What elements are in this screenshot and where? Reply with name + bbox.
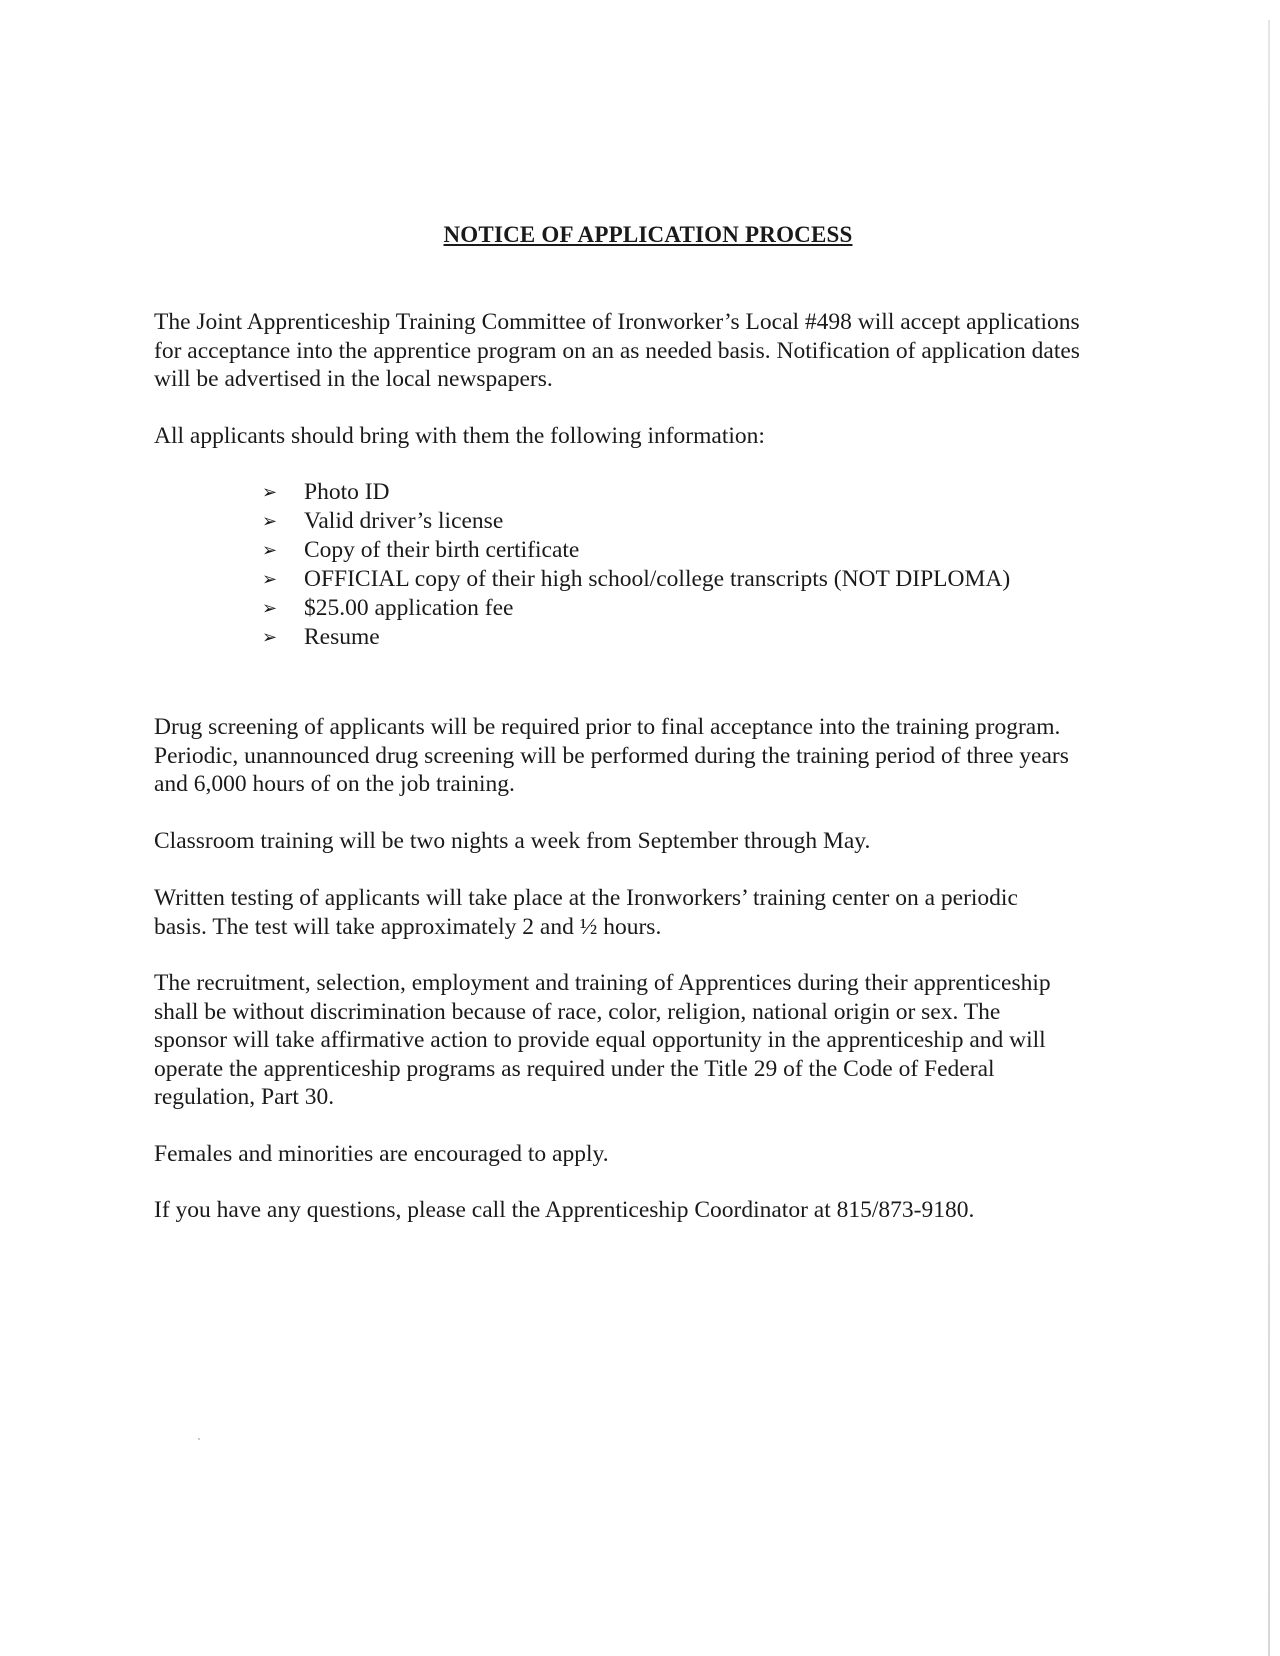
equal-opportunity-line: shall be without discrimination because of race, color, religion, national origin or sex. The bbox=[154, 998, 1001, 1025]
testing-line: Written testing of applicants will take place at the Ironworkers’ training center on a periodic bbox=[154, 885, 1018, 911]
intro-paragraph bbox=[154, 308, 1144, 394]
drug-screening-paragraph bbox=[154, 713, 1144, 799]
list-item bbox=[262, 536, 1010, 565]
list-item-text: Resume bbox=[304, 624, 380, 650]
drug-screening-line: Periodic, unannounced drug screening will be performed during the training period of three years bbox=[154, 742, 1069, 769]
arrow-bullet-icon: ➢ bbox=[262, 598, 278, 619]
encouragement-paragraph: Females and minorities are encouraged to apply. bbox=[154, 1141, 609, 1167]
contact-paragraph: If you have any questions, please call the Apprenticeship Coordinator at 815/873-9180. bbox=[154, 1197, 975, 1223]
scan-edge-line bbox=[1268, 20, 1270, 1656]
arrow-bullet-icon: ➢ bbox=[262, 511, 278, 532]
scan-speck bbox=[198, 1438, 200, 1440]
equal-opportunity-line: sponsor will take affirmative action to provide equal opportunity in the apprenticeship and will bbox=[154, 1027, 1046, 1053]
requirements-list bbox=[262, 478, 1010, 652]
list-item-text: Photo ID bbox=[304, 479, 390, 505]
list-item-text: $25.00 application fee bbox=[304, 595, 514, 621]
intro-line: for acceptance into the apprentice program on an as needed basis. Notification of application dates bbox=[154, 337, 1080, 364]
classroom-paragraph: Classroom training will be two nights a week from September through May. bbox=[154, 828, 871, 854]
arrow-bullet-icon: ➢ bbox=[262, 540, 278, 561]
drug-screening-line: Drug screening of applicants will be required prior to final acceptance into the training program. bbox=[154, 714, 1061, 740]
arrow-bullet-icon: ➢ bbox=[262, 482, 278, 503]
intro-line: The Joint Apprenticeship Training Committee of Ironworker’s Local #498 will accept applications bbox=[154, 309, 1080, 335]
testing-paragraph bbox=[154, 884, 1144, 941]
list-item bbox=[262, 478, 1010, 507]
list-item-text: Valid driver’s license bbox=[304, 508, 504, 534]
drug-screening-line: and 6,000 hours of on the job training. bbox=[154, 771, 515, 797]
equal-opportunity-line: The recruitment, selection, employment and training of Apprentices during their apprenticeship bbox=[154, 970, 1051, 996]
list-item-text: Copy of their birth certificate bbox=[304, 537, 580, 563]
arrow-bullet-icon: ➢ bbox=[262, 569, 278, 590]
equal-opportunity-line: operate the apprenticeship programs as required under the Title 29 of the Code of Federal bbox=[154, 1055, 995, 1082]
page-title: NOTICE OF APPLICATION PROCESS bbox=[443, 222, 853, 247]
list-item-text: OFFICIAL copy of their high school/college transcripts (NOT DIPLOMA) bbox=[304, 566, 1011, 592]
intro-line: will be advertised in the local newspapers. bbox=[154, 366, 553, 392]
equal-opportunity-line: regulation, Part 30. bbox=[154, 1084, 335, 1110]
list-item bbox=[262, 565, 1010, 594]
list-item bbox=[262, 623, 1010, 652]
arrow-bullet-icon: ➢ bbox=[262, 627, 278, 648]
equal-opportunity-paragraph bbox=[154, 969, 1144, 1112]
list-item bbox=[262, 594, 1010, 623]
list-item bbox=[262, 507, 1010, 536]
testing-line: basis. The test will take approximately 2 and ½ hours. bbox=[154, 913, 662, 940]
bring-intro-paragraph: All applicants should bring with them the following information: bbox=[154, 423, 765, 449]
